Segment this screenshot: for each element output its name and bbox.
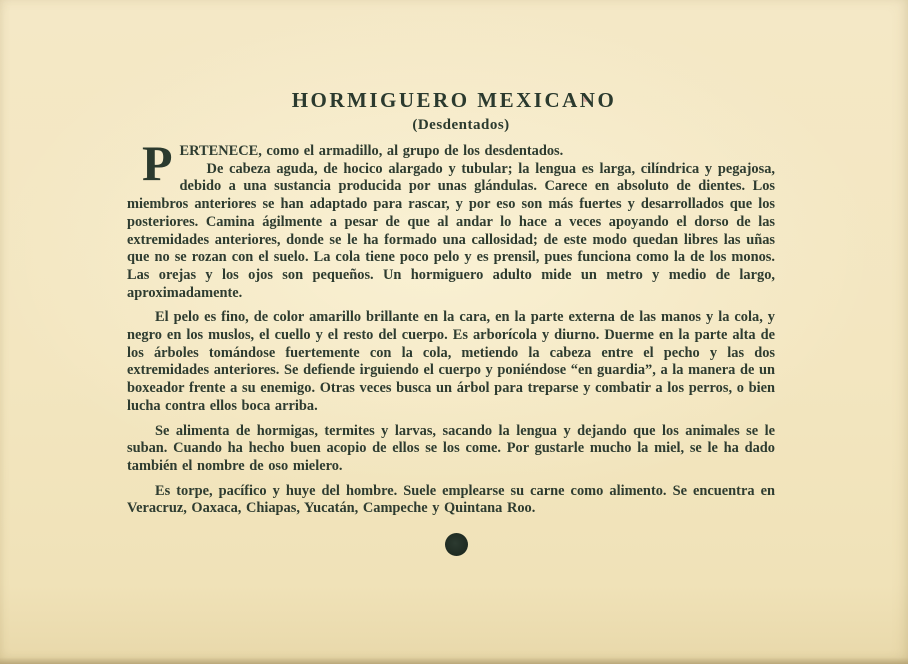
paragraph-fur-habits: El pelo es fino, de color amarillo brillante en la cara, en la parte externa de las manos y la cola, y negro en los muslos, el cuello y el resto del cuerpo. Es arborícola y diurno. Duerme en la parte alta de los árboles tomándose fuertemente con la cola, metiendo la cabeza entre el pecho y las dos extremidades anteriores. Se defiende irguiendo el cuerpo y poniéndose “en guardia”, a la manera de un boxeador frente a su enemigo. Otras veces busca un árbol para treparse y combatir a los perros, o bien lucha contra ellos boca arriba.: [127, 309, 775, 414]
paragraph-description: De cabeza aguda, de hocico alargado y tubular; la lengua es larga, cilíndrica y pegajosa, debido a una sustancia producida por unas glándulas. Carece en absoluto de dientes. Los miembros anteriores se han adaptado para rascar, y por eso son más fuertes y desarrollados que los posteriores. Camina ágilmente a pesar de que al andar lo hace a veces apoyando el dorso de las extremidades anteriores, donde se le ha formado una callosidad; de este modo quedan libres las uñas que no se rozan con el suelo. La cola tiene poco pelo y es prensil, pues funciona como la de los monos. Las orejas y los ojos son pequeños. Un hormiguero adulto mide un metro y medio de largo, aproximadamente.: [127, 160, 775, 301]
paragraph-distribution: Es torpe, pacífico y huye del hombre. Suele emplearse su carne como alimento. Se encuentra en Veracruz, Oaxaca, Chiapas, Yucatán, Campeche y Quintana Roo.: [127, 482, 775, 517]
article-body: [127, 135, 775, 518]
page-heading: [0, 88, 908, 134]
lead-paragraph: ERTENECE, como el armadillo, al grupo de los desdentados.: [179, 143, 564, 159]
page-title: HORMIGUERO MEXICANO: [291, 88, 617, 112]
paragraph-diet: Se alimenta de hormigas, termites y larvas, sacando la lengua y dejando que los animales se le suban. Cuando ha hecho buen acopio de ellos se los come. Por gustarle mucho la miel, se le ha dado también el nombre de oso mielero.: [127, 422, 775, 474]
drop-cap: P: [142, 135, 173, 191]
page-subtitle: (Desdentados): [412, 117, 510, 133]
end-ornament-dot: [445, 533, 468, 556]
